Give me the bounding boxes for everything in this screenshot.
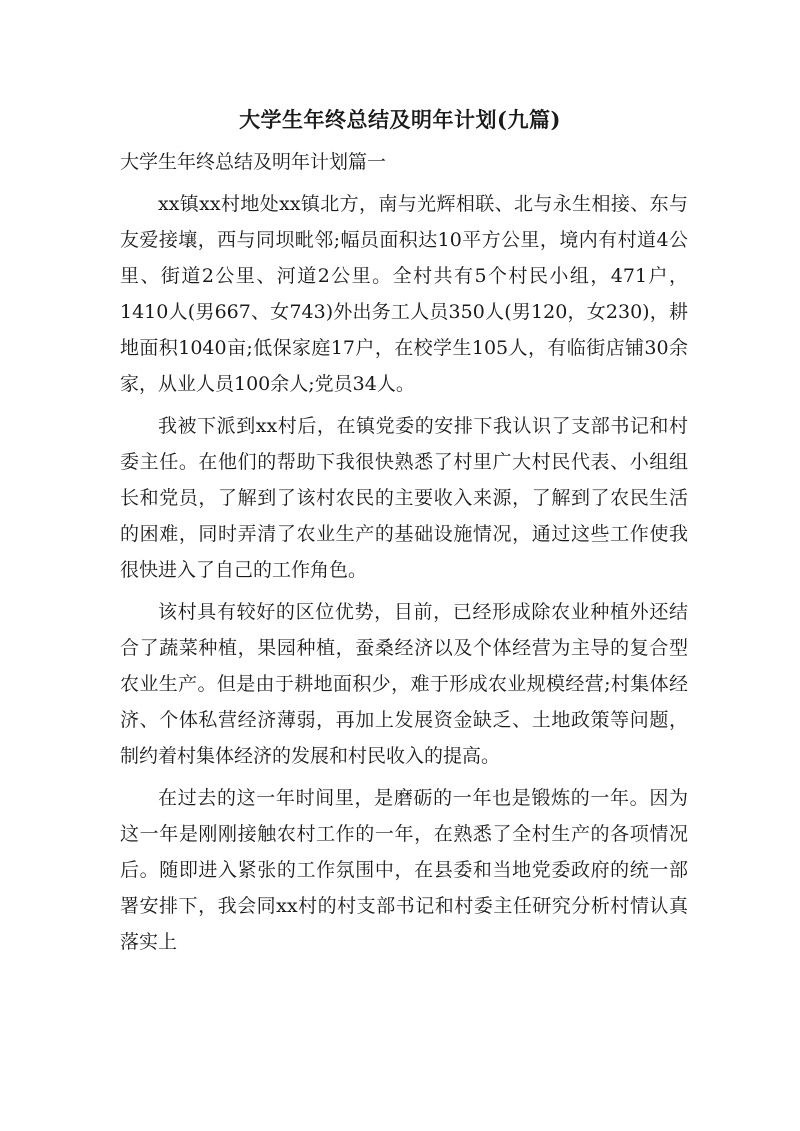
paragraph-assignment: 我被下派到xx村后，在镇党委的安排下我认识了支部书记和村委主任。在他们的帮助下我很快熟悉了村里广大村民代表、小组组长和党员，了解到了该村农民的主要收入来源，了解到了农民生活的困难，同时弄清了农业生产的基础设施情况，通过这些工作使我很快进入了自己的工作角色。 bbox=[120, 415, 688, 581]
document-title: 大学生年终总结及明年计划(九篇) bbox=[239, 107, 561, 132]
paragraph-past-year: 在过去的这一年时间里，是磨砺的一年也是锻炼的一年。因为这一年是刚刚接触农村工作的一年，在熟悉了全村生产的各项情况后。随即进入紧张的工作氛围中，在县委和当地党委政府的统一部署安排下，我会同xx村的村支部书记和村委主任研究分析村情认真落实上 bbox=[120, 787, 688, 953]
paragraph-village-overview: xx镇xx村地处xx镇北方，南与光辉相联、北与永生相接、东与友爱接壤，西与同坝毗邻;幅员面积达10平方公里，境内有村道4公里、街道2公里、河道2公里。全村共有5个村民小组，471户，1410人(男667、女743)外出务工人员350人(男120，女230)，耕地面积1040亩;低保家庭17户，在校学生105人，有临街店铺30余家，从业人员100余人;党员34人。 bbox=[120, 193, 688, 395]
paragraph-village-economy: 该村具有较好的区位优势，目前，已经形成除农业种植外还结合了蔬菜种植，果园种植，蚕桑经济以及个体经营为主导的复合型农业生产。但是由于耕地面积少，难于形成农业规模经营;村集体经济、个体私营经济薄弱，再加上发展资金缺乏、土地政策等问题，制约着村集体经济的发展和村民收入的提高。 bbox=[120, 601, 688, 767]
document-body bbox=[120, 186, 688, 966]
section-heading: 大学生年终总结及明年计划篇一 bbox=[120, 151, 387, 173]
